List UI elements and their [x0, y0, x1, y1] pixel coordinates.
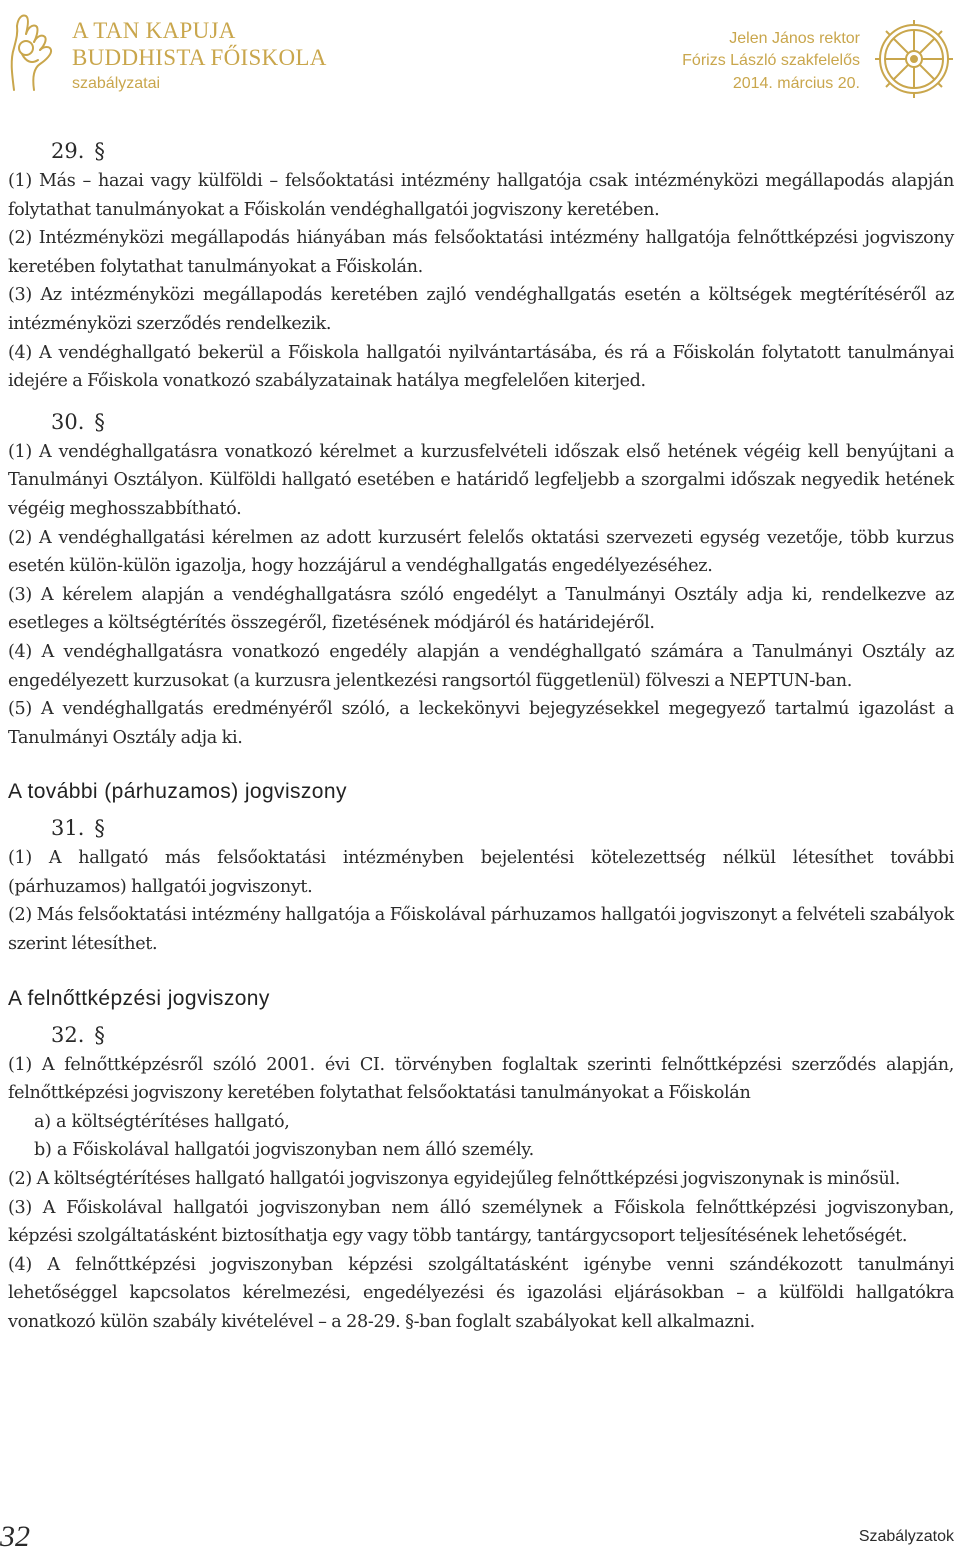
- s30-paragraph-4: (4) A vendéghallgatásra vonatkozó engedély alapján a vendéghallgató számára a Tanulmányi Osztály az engedélyezett kurzusokat (a kurzusra jelentkezési rangsortól függetlenül) fölveszi a NEPTUN-ban.: [8, 641, 954, 691]
- document-date: 2014. március 20.: [732, 75, 860, 92]
- document-subtitle: szabályzatai: [72, 75, 161, 92]
- s30-paragraph-3: (3) A kérelem alapján a vendéghallgatásra szóló engedélyt a Tanulmányi Osztály adja ki, rendelkezve az esetleges a költségtérítés összegéről, fizetésének módjáról és határidejéről.: [8, 584, 954, 634]
- s29-paragraph-4: (4) A vendéghallgató bekerül a Főiskola hallgatói nyilvántartásába, és rá a Főiskolán folytatott tanulmányai idejére a Főiskola vonatkozó szabályzatainak hatálya megfelelően kiterjed.: [8, 342, 954, 392]
- s29-paragraph-3: (3) Az intézményközi megállapodás keretében zajló vendéghallgatás esetén a költségek megtérítéséről az intézményközi szerződés rendelkezik.: [8, 285, 954, 334]
- section-number: 31.: [51, 816, 85, 841]
- s30-paragraph-2: (2) A vendéghallgatási kérelmen az adott kurzusért felelős oktatási szervezeti egység vezetője, több kurzus esetén külön-külön igazolja, hogy hozzájárul a vendéghallgatás engedélyezéséhez.: [8, 527, 954, 577]
- institution-name-line2: BUDDHISTA FŐISKOLA: [72, 45, 327, 70]
- s32-paragraph-1: (1) A felnőttképzésről szóló 2001. évi CI. törvényben foglaltak szerinti felnőttképzési szerződés alapján, felnőttképzési jogviszony keretében folytathat felsőoktatási tanulmányokat a Főiskolán: [8, 1054, 954, 1104]
- footer-label: Szabályzatok: [858, 1528, 954, 1545]
- s32-paragraph-4: (4) A felnőttképzési jogviszonyban képzési szolgáltatásként igénybe venni szándékozott tanulmányi lehetőséggel kapcsolatos kérelmezési, engedélyezési és igazolási eljárásokban – a külföldi hallgatókra vonatkozó külön szabály kivételével – a 28-29. §-ban foglalt szabályokat kell alkalmazni.: [8, 1254, 954, 1332]
- section-number: 30.: [51, 409, 85, 434]
- rector-name: Jelen János rektor: [729, 30, 860, 47]
- institution-name-line1: A TAN KAPUJA: [72, 18, 236, 43]
- s30-paragraph-1: (1) A vendéghallgatásra vonatkozó kérelmet a kurzusfelvételi időszak első hetének végéig kell benyújtani a Tanulmányi Osztályon. Külföldi hallgató esetében e határidő legfeljebb a szorgalmi időszak negyedik hetének végéig meghosszabbítható.: [8, 441, 954, 519]
- s32-paragraph-2: (2) A költségtérítéses hallgató hallgatói jogviszonya egyidejűleg felnőttképzési jogviszonynak is minősül.: [8, 1169, 900, 1190]
- section-31-number: [51, 816, 954, 842]
- section-number: 29.: [51, 139, 85, 163]
- paragraph-sign: §: [94, 1022, 105, 1047]
- section-30-number: [51, 410, 954, 436]
- heading-parallel-relationship: A további (párhuzamos) jogviszony: [8, 780, 347, 804]
- section-number: 32.: [51, 1022, 85, 1047]
- section-29-number: [51, 139, 954, 165]
- document-body: [8, 135, 954, 1337]
- s32-paragraph-3: (3) A Főiskolával hallgatói jogviszonyban nem álló személynek a Főiskola felnőttképzési jogviszonyban, képzési szolgáltatásként biztosíthatja egy vagy több tantárgy, tantárgycsoport teljesítésének lehetőségét.: [8, 1197, 954, 1247]
- s32-list-item-a: a) a költségtérítéses hallgató,: [34, 1111, 290, 1132]
- heading-adult-education: A felnőttképzési jogviszony: [8, 986, 270, 1010]
- mudra-hand-logo: [4, 4, 62, 94]
- page-number: 32: [0, 1520, 30, 1553]
- dharma-wheel-icon: [873, 18, 955, 100]
- s31-paragraph-2: (2) Más felsőoktatási intézmény hallgatója a Főiskolával párhuzamos hallgatói jogviszonyt a felvételi szabályok szerint létesíthet.: [8, 905, 954, 955]
- s29-paragraph-1: (1) Más – hazai vagy külföldi – felsőoktatási intézmény hallgatója csak intézményközi megállapodás alapján folytathat tanulmányokat a Főiskolán vendéghallgatói jogviszony keretében.: [8, 171, 954, 220]
- responsible-name: Fórizs László szakfelelős: [682, 52, 860, 69]
- page-header: [0, 0, 960, 110]
- section-32-number: [51, 1023, 954, 1049]
- paragraph-sign: §: [94, 409, 105, 434]
- s30-paragraph-5: (5) A vendéghallgatás eredményéről szóló, a leckekönyvi bejegyzésekkel megegyező tartalmú igazolást a Tanulmányi Osztály adja ki.: [8, 699, 954, 748]
- paragraph-sign: §: [94, 139, 105, 163]
- s31-paragraph-1: (1) A hallgató más felsőoktatási intézményben bejelentési kötelezettség nélkül létesíthet további (párhuzamos) hallgatói jogviszonyt.: [8, 848, 954, 897]
- s29-paragraph-2: (2) Intézményközi megállapodás hiányában más felsőoktatási intézmény hallgatója felnőttképzési jogviszony keretében folytathat tanulmányokat a Főiskolán.: [8, 228, 954, 277]
- paragraph-sign: §: [94, 816, 105, 841]
- s32-list-item-b: b) a Főiskolával hallgatói jogviszonyban nem álló személy.: [34, 1140, 534, 1161]
